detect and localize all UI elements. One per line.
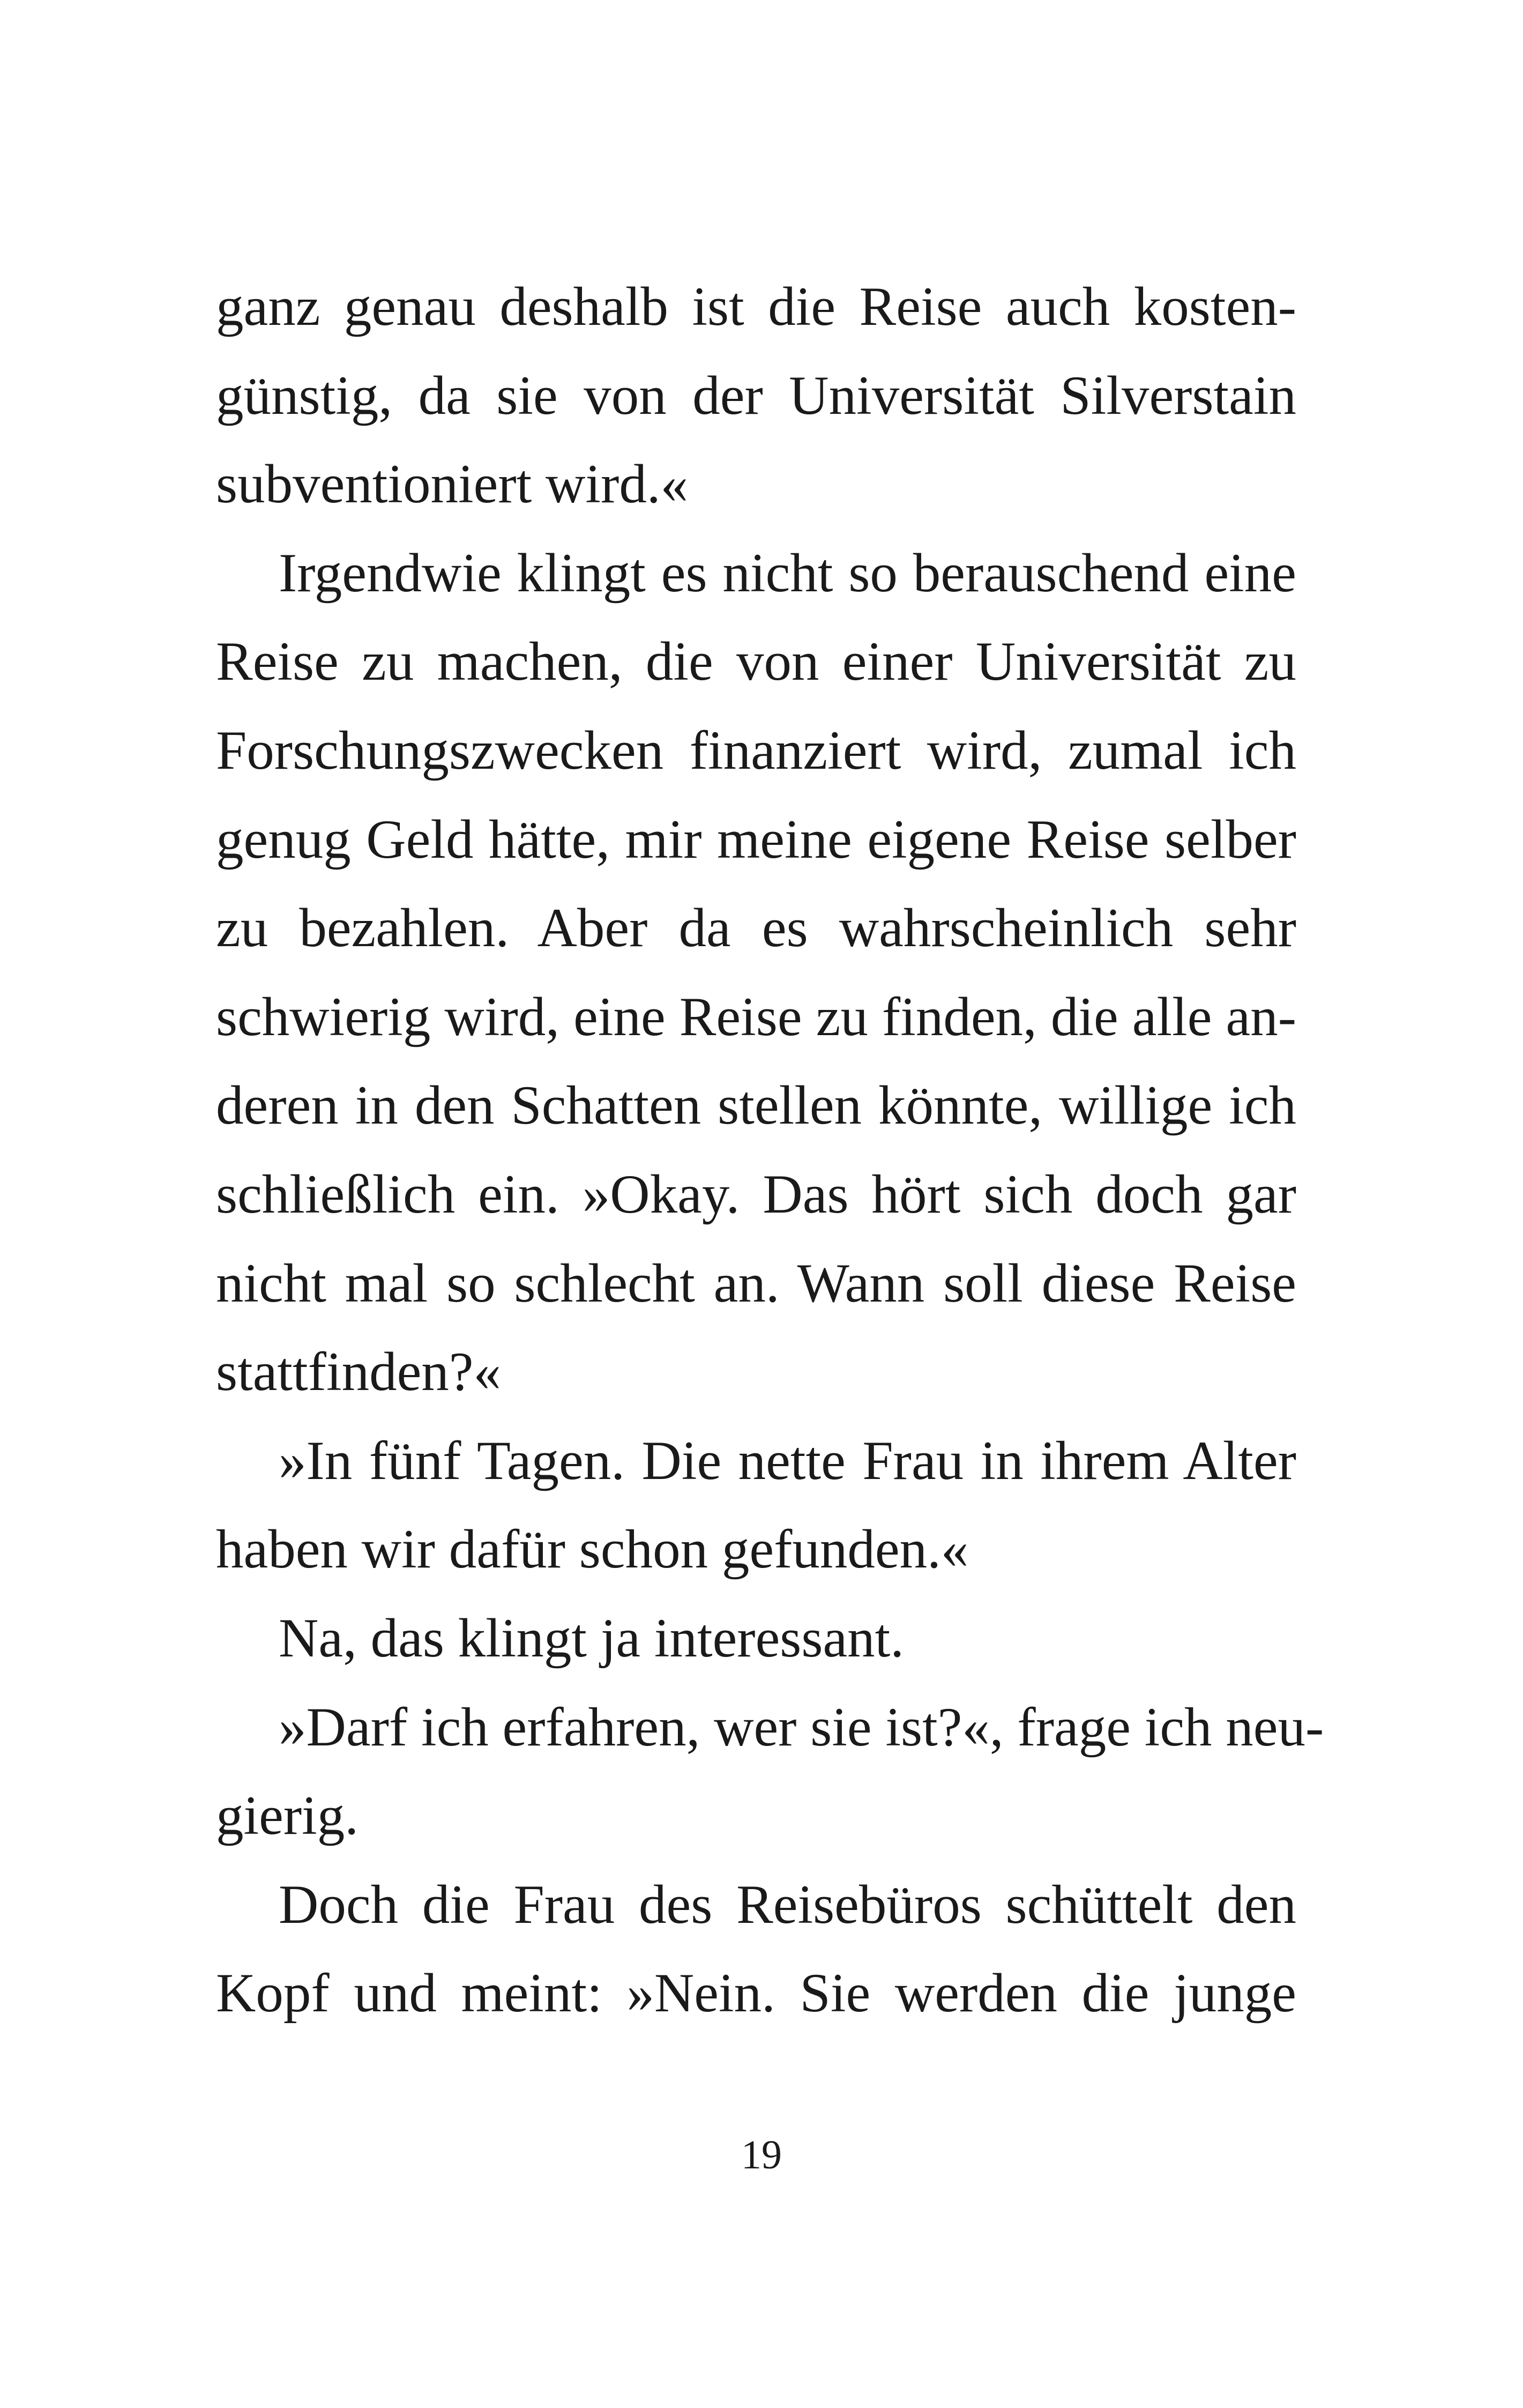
text-line: subventioniert wird.« bbox=[216, 454, 689, 515]
text-line: stattfinden?« bbox=[216, 1341, 501, 1403]
text-line: Forschungszwecken finanziert wird, zumal ich bbox=[216, 719, 1296, 781]
text-line: ganz genau deshalb ist die Reise auch kosten- bbox=[216, 276, 1296, 337]
text-line: deren in den Schatten stellen könnte, willige ich bbox=[216, 1075, 1296, 1136]
text-line: schließlich ein. »Okay. Das hört sich doch gar bbox=[216, 1163, 1296, 1225]
text-line: haben wir dafür schon gefunden.« bbox=[216, 1519, 969, 1580]
text-line: gierig. bbox=[216, 1785, 359, 1847]
text-line: nicht mal so schlecht an. Wann soll diese Reise bbox=[216, 1252, 1296, 1314]
text-line: »In fünf Tagen. Die nette Frau in ihrem Alter bbox=[279, 1430, 1296, 1491]
text-line: Na, das klingt ja interessant. bbox=[279, 1607, 905, 1669]
text-line: günstig, da sie von der Universität Silverstain bbox=[216, 365, 1296, 426]
text-line: Doch die Frau des Reisebüros schüttelt den bbox=[279, 1874, 1296, 1935]
page-number: 19 bbox=[741, 2132, 782, 2177]
body-text bbox=[216, 263, 1324, 2038]
text-line: »Darf ich erfahren, wer sie ist?«, frage ich neu- bbox=[279, 1696, 1324, 1758]
text-line: schwierig wird, eine Reise zu finden, die alle an- bbox=[216, 986, 1296, 1047]
text-line: genug Geld hätte, mir meine eigene Reise selber bbox=[216, 808, 1296, 870]
text-line: Kopf und meint: »Nein. Sie werden die junge bbox=[216, 1963, 1296, 2024]
text-line: zu bezahlen. Aber da es wahrscheinlich sehr bbox=[216, 897, 1296, 959]
text-line: Reise zu machen, die von einer Universität zu bbox=[216, 631, 1296, 693]
text-line: Irgendwie klingt es nicht so berauschend eine bbox=[279, 542, 1296, 604]
